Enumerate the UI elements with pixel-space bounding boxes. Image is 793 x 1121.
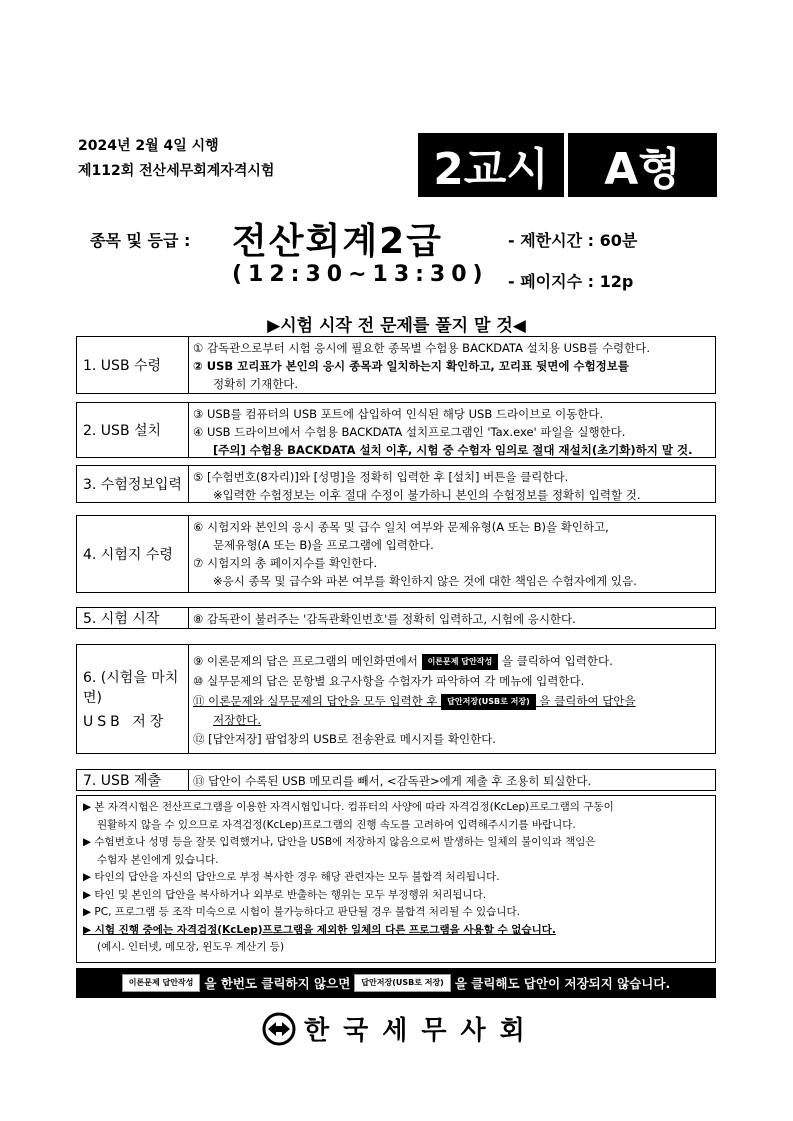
step-10: ⑩ 실무문제의 답은 문항별 요구사항을 수험자가 파악하여 각 메뉴에 입력한다. (193, 674, 585, 688)
section-label: 5. 시험 시작 (77, 608, 189, 628)
section-label: 7. USB 제출 (77, 770, 189, 790)
notice-line: ▶ 수험번호나 성명 등을 잘못 입력했거나, 답안을 USB에 저장하지 않음으로써 발생하는 일체의 불이익과 책임은 (83, 836, 596, 848)
type-badge: A형 (568, 133, 717, 197)
step-1: ① 감독관으로부터 시험 응시에 필요한 종목별 수험용 BACKDATA 설치용 USB를 수령한다. (193, 341, 651, 355)
notice-line: 수험자 본인에게 있습니다. (97, 853, 219, 866)
step-6-cont: 문제유형(A 또는 B)을 프로그램에 입력한다. (213, 538, 434, 552)
section-usb-install (76, 402, 716, 458)
step-5: ⑤ [수험번호(8자리)]와 [성명]을 정확히 입력한 후 [설치] 버튼을 클릭한다. (193, 470, 569, 484)
notice-line: (예시. 인터넷, 메모장, 윈도우 계산기 등) (97, 941, 285, 953)
step-11-text: ⑪ 이론문제와 실무문제의 답안을 모두 입력한 후 (193, 694, 438, 708)
step-2: ② USB 꼬리표가 본인의 응시 종목과 일치하는지 확인하고, 꼬리표 뒷면에 수험정보를 (193, 359, 630, 373)
section-label (77, 645, 189, 753)
footer-warning-bar (76, 968, 716, 998)
org-logo (262, 1010, 539, 1047)
exam-date: 2024년 2월 4일 시행 (78, 138, 219, 154)
step-12: ⑫ [답안저장] 팝업창의 USB로 전송완료 메시지를 확인한다. (193, 732, 496, 746)
section-label: 2. USB 설치 (77, 403, 189, 457)
section-exam-info (76, 465, 716, 503)
footer-text: 을 한번도 클릭하지 않으면 (204, 976, 351, 991)
theory-answer-button-image: 이론문제 답안작성 (122, 974, 201, 992)
time-limit: - 제한시간 : 60분 (508, 231, 638, 250)
step-13: ⑬ 답안이 수록된 USB 메모리를 빼서, <감독관>에게 제출 후 조용히 퇴실한다. (193, 774, 592, 788)
notice-line: ▶ 시험 진행 중에는 자격검정(KcLep)프로그램을 제외한 일체의 다른 프로그램을 사용할 수 없습니다. (83, 923, 556, 936)
step-2-cont: 정확히 기재한다. (213, 377, 299, 391)
subject-title: 전산회계2급 (232, 221, 443, 262)
section-usb-save (76, 644, 716, 754)
step-3: ③ USB를 컴퓨터의 USB 포트에 삽입하여 인식된 해당 USB 드라이브로 이동한다. (193, 407, 604, 421)
notice-line: ▶ 본 자격시험은 전산프로그램을 이용한 자격시험입니다. 컴퓨터의 사양에 따라 자격검정(KcLep)프로그램의 구동이 (83, 801, 614, 813)
session-badge: 2교시 (418, 133, 564, 197)
step-11-cont: 저장한다. (213, 713, 262, 727)
section-label-top: 6. (시험을 마치면) (83, 670, 179, 706)
step-6: ⑥ 시험지와 본인의 응시 종목 및 급수 일치 여부와 문제유형(A 또는 B)을 확인하고, (193, 520, 609, 534)
step-4: ④ USB 드라이브에서 수험용 BACKDATA 설치프로그램인 'Tax.exe' 파일을 실행한다. (193, 425, 626, 439)
page-count: - 페이지수 : 12p (508, 272, 634, 291)
org-name: 한국세무사회 (304, 1016, 539, 1046)
paper-note: ※응시 종목 및 급수와 파본 여부를 확인하지 않은 것에 대한 책임은 수험자에게 있음. (213, 574, 637, 588)
section-label: 4. 시험지 수령 (77, 516, 189, 592)
theory-answer-button-image: 이론문제 답안작성 (422, 654, 499, 670)
save-answer-button-image: 답안저장(USB로 저장) (354, 974, 451, 992)
step-9 (193, 651, 711, 671)
exam-name: 제112회 전산세무회계자격시험 (78, 163, 275, 179)
time-range: (12:30~13:30) (232, 262, 489, 287)
step-11-text-end: 을 클릭하여 답안을 (539, 694, 636, 708)
section-usb-receive (76, 336, 716, 394)
notice-line: ▶ PC, 프로그램 등 조작 미숙으로 시험이 불가능하다고 판단될 경우 불합격 처리될 수 있습니다. (83, 906, 520, 918)
notice-line: 원활하지 않을 수 있으므로 자격검정(KcLep)프로그램의 진행 속도를 고려하여 입력해주시기를 바랍니다. (97, 818, 576, 831)
section-paper-receive (76, 515, 716, 593)
step-9-text: ⑨ 이론문제의 답은 프로그램의 메인화면에서 (193, 654, 418, 668)
save-answer-button-image: 답안저장(USB로 저장) (441, 694, 536, 710)
step-11 (193, 691, 711, 711)
warning-title: ▶시험 시작 전 문제를 풀지 말 것◀ (267, 316, 526, 336)
notice-box (76, 795, 716, 963)
notice-line: ▶ 타인의 답안을 자신의 답안으로 부정 복사한 경우 해당 관련자는 모두 불합격 처리됩니다. (83, 871, 500, 883)
org-emblem-icon (262, 1012, 296, 1046)
subject-label: 종목 및 등급 : (90, 231, 191, 250)
notice-line: ▶ 타인 및 본인의 답안을 복사하거나 외부로 반출하는 행위는 모두 부정행위 처리됩니다. (83, 888, 487, 901)
step-9-text-end: 을 클릭하여 입력한다. (501, 654, 613, 668)
footer-text-end: 을 클릭해도 답안이 저장되지 않습니다. (454, 976, 671, 991)
section-exam-start (76, 607, 716, 629)
step-7: ⑦ 시험지의 총 페이지수를 확인한다. (193, 556, 378, 570)
section-label: 3. 수험정보입력 (77, 466, 189, 502)
info-note: ※입력한 수험정보는 이후 절대 수정이 불가하니 본인의 수험정보를 정확히 입력할 것. (213, 488, 641, 502)
section-label-bottom: USB 저장 (83, 714, 168, 730)
section-label: 1. USB 수령 (77, 337, 189, 393)
install-caution: [주의] 수험용 BACKDATA 설치 이후, 시험 중 수험자 임의로 절대 재설치(초기화)하지 말 것. (213, 443, 693, 457)
section-usb-submit (76, 769, 716, 791)
step-8: ⑧ 감독관이 불러주는 '감독관확인번호'를 정확히 입력하고, 시험에 응시한다. (193, 612, 576, 626)
